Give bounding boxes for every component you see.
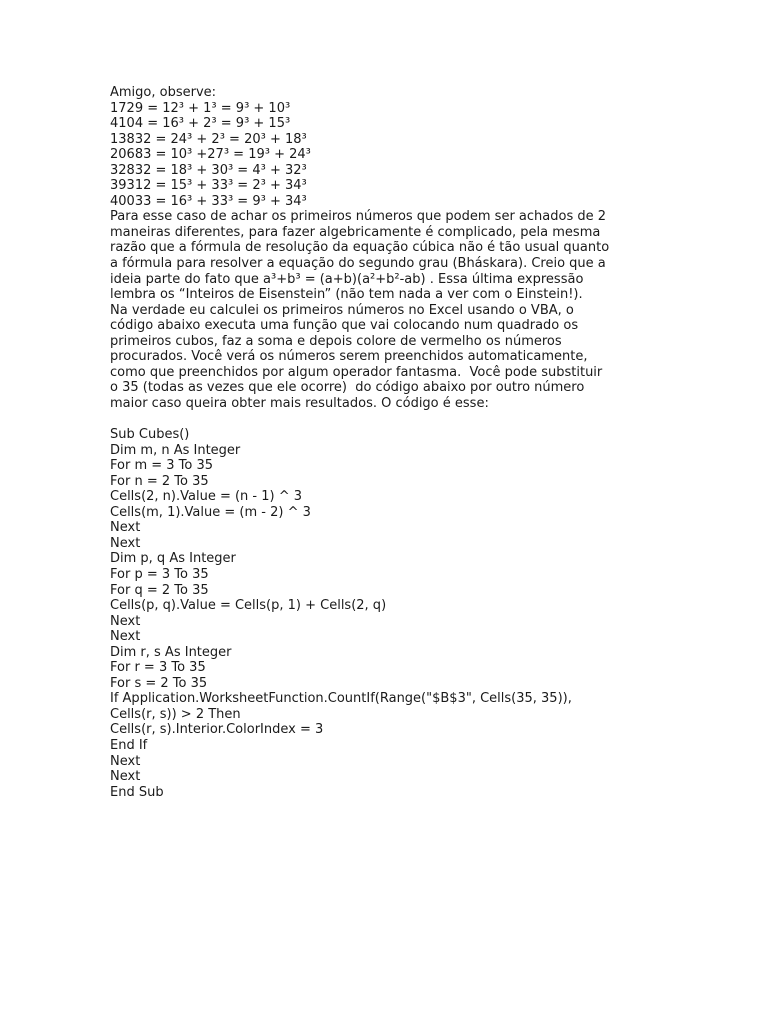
code-line: Next [110,520,141,536]
paragraph-line: o 35 (todas as vezes que ele ocorre) do código abaixo por outro número [110,380,585,396]
code-line: End If [110,737,148,753]
paragraph-explanation [110,209,658,302]
code-line: For m = 3 To 35 [110,458,214,474]
code-line: For n = 2 To 35 [110,473,209,489]
paragraph-line: procurados. Você verá os números serem preenchidos automaticamente, [110,349,588,365]
code-line: Sub Cubes() [110,427,190,443]
code-line: Next [110,535,141,551]
paragraph-line: a fórmula para resolver a equação do segundo grau (Bháskara). Creio que a [110,256,606,272]
code-line: For r = 3 To 35 [110,660,206,676]
code-line: Dim p, q As Integer [110,551,236,567]
document-body [110,85,658,800]
code-line: Next [110,769,141,785]
code-line: Cells(r, s).Interior.ColorIndex = 3 [110,722,324,738]
code-line: Next [110,753,141,769]
code-line: Dim m, n As Integer [110,442,241,458]
equation-line: 40033 = 16³ + 33³ = 9³ + 34³ [110,193,307,209]
equation-list [110,101,658,210]
code-line: End Sub [110,784,164,800]
equation-line: 20683 = 10³ +27³ = 19³ + 24³ [110,147,311,163]
code-line: Cells(m, 1).Value = (m - 2) ^ 3 [110,504,311,520]
blank-line [110,411,658,427]
paragraph-line: como que preenchidos por algum operador fantasma. Você pode substituir [110,364,603,380]
paragraph-line: Na verdade eu calculei os primeiros números no Excel usando o VBA, o [110,302,574,318]
paragraph-line: maneiras diferentes, para fazer algebricamente é complicado, pela mesma [110,224,601,240]
code-line: Cells(p, q).Value = Cells(p, 1) + Cells(2, q) [110,598,387,614]
code-line: If Application.WorksheetFunction.CountIf(Range("$B$3", Cells(35, 35)), [110,691,572,707]
paragraph-line: primeiros cubos, faz a soma e depois colore de vermelho os números [110,333,562,349]
code-line: Dim r, s As Integer [110,644,232,660]
code-line: For p = 3 To 35 [110,566,209,582]
paragraph-line: razão que a fórmula de resolução da equação cúbica não é tão usual quanto [110,240,610,256]
code-line: For s = 2 To 35 [110,675,208,691]
equation-line: 4104 = 16³ + 2³ = 9³ + 15³ [110,116,291,132]
vba-code-block [110,427,658,800]
equation-line: 32832 = 18³ + 30³ = 4³ + 32³ [110,162,307,178]
equation-line: 13832 = 24³ + 2³ = 20³ + 18³ [110,131,307,147]
code-line: For q = 2 To 35 [110,582,209,598]
code-line: Cells(2, n).Value = (n - 1) ^ 3 [110,489,303,505]
paragraph-line: lembra os “Inteiros de Eisenstein” (não tem nada a ver com o Einstein!). [110,287,583,303]
code-line: Cells(r, s)) > 2 Then [110,706,241,722]
intro-line: Amigo, observe: [110,85,217,100]
code-line: Next [110,629,141,645]
paragraph-excel-vba [110,303,658,412]
paragraph-line: ideia parte do fato que a³+b³ = (a+b)(a²+b²-ab) . Essa última expressão [110,271,584,287]
paragraph-line: maior caso queira obter mais resultados. O código é esse: [110,395,489,411]
paragraph-line: Para esse caso de achar os primeiros números que podem ser achados de 2 [110,209,607,225]
paragraph-line: código abaixo executa uma função que vai colocando num quadrado os [110,318,579,334]
equation-line: 39312 = 15³ + 33³ = 2³ + 34³ [110,178,307,194]
equation-line: 1729 = 12³ + 1³ = 9³ + 10³ [110,100,291,116]
code-line: Next [110,613,141,629]
